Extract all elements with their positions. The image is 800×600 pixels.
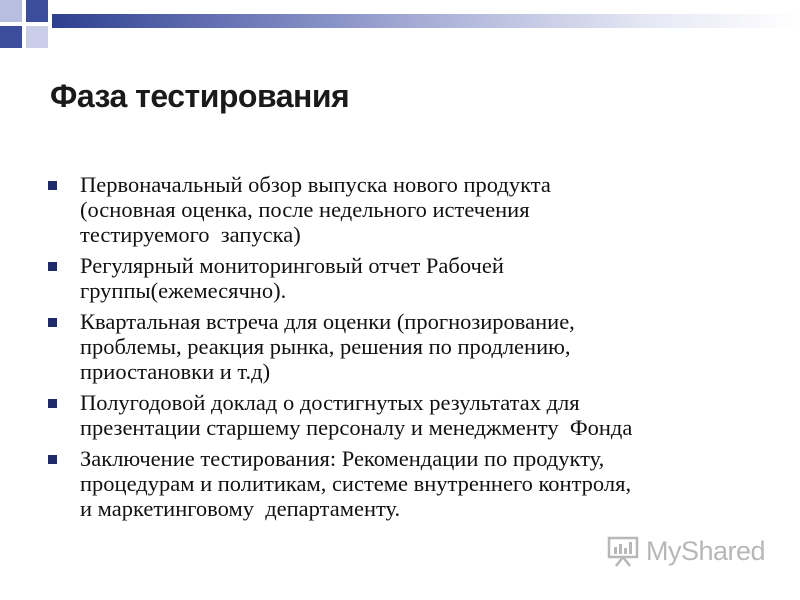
watermark xyxy=(606,534,765,568)
bullet-text-line: презентации старшему персоналу и менеджменту Фонда xyxy=(80,415,633,440)
square-bullet-icon xyxy=(48,455,57,464)
bullet-item xyxy=(48,309,768,384)
square-bullet-icon xyxy=(48,318,57,327)
bullet-text-line: Полугодовой доклад о достигнутых результатах для xyxy=(80,390,580,415)
square-bullet-icon xyxy=(48,399,57,408)
bullet-text-line: группы(ежемесячно). xyxy=(80,278,287,303)
bullet-item xyxy=(48,172,768,247)
bullet-text-line: Регулярный мониторинговый отчет Рабочей xyxy=(80,253,504,278)
bullet-text-line: Первоначальный обзор выпуска нового продукта xyxy=(80,172,551,197)
bullet-text-line: и маркетинговому департаменту. xyxy=(80,496,401,521)
watermark-text: MyShared xyxy=(646,535,766,566)
decor-square-dark xyxy=(26,0,48,22)
square-bullet-icon xyxy=(48,181,57,190)
bullet-list xyxy=(48,172,768,527)
bullet-text-line: приостановки и т.д) xyxy=(80,359,271,384)
decor-square-light xyxy=(26,26,48,48)
bullet-item xyxy=(48,390,768,440)
square-bullet-icon xyxy=(48,262,57,271)
decor-square-dark xyxy=(0,26,22,48)
bullet-text-line: Заключение тестирования: Рекомендации по продукту, xyxy=(80,446,605,471)
header-gradient-bar xyxy=(52,14,800,28)
bullet-text-line: (основная оценка, после недельного истечения xyxy=(80,197,530,222)
bullet-text-line: проблемы, реакция рынка, решения по продлению, xyxy=(80,334,571,359)
decor-square-light xyxy=(0,0,22,22)
bullet-item xyxy=(48,446,768,521)
presentation-board-icon xyxy=(606,534,640,568)
bullet-text-line: Квартальная встреча для оценки (прогнозирование, xyxy=(80,309,575,334)
slide-title: Фаза тестирования xyxy=(50,78,350,114)
bullet-text-line: тестируемого запуска) xyxy=(80,222,301,247)
bullet-text-line: процедурам и политикам, системе внутреннего контроля, xyxy=(80,471,632,496)
bullet-item xyxy=(48,253,768,303)
